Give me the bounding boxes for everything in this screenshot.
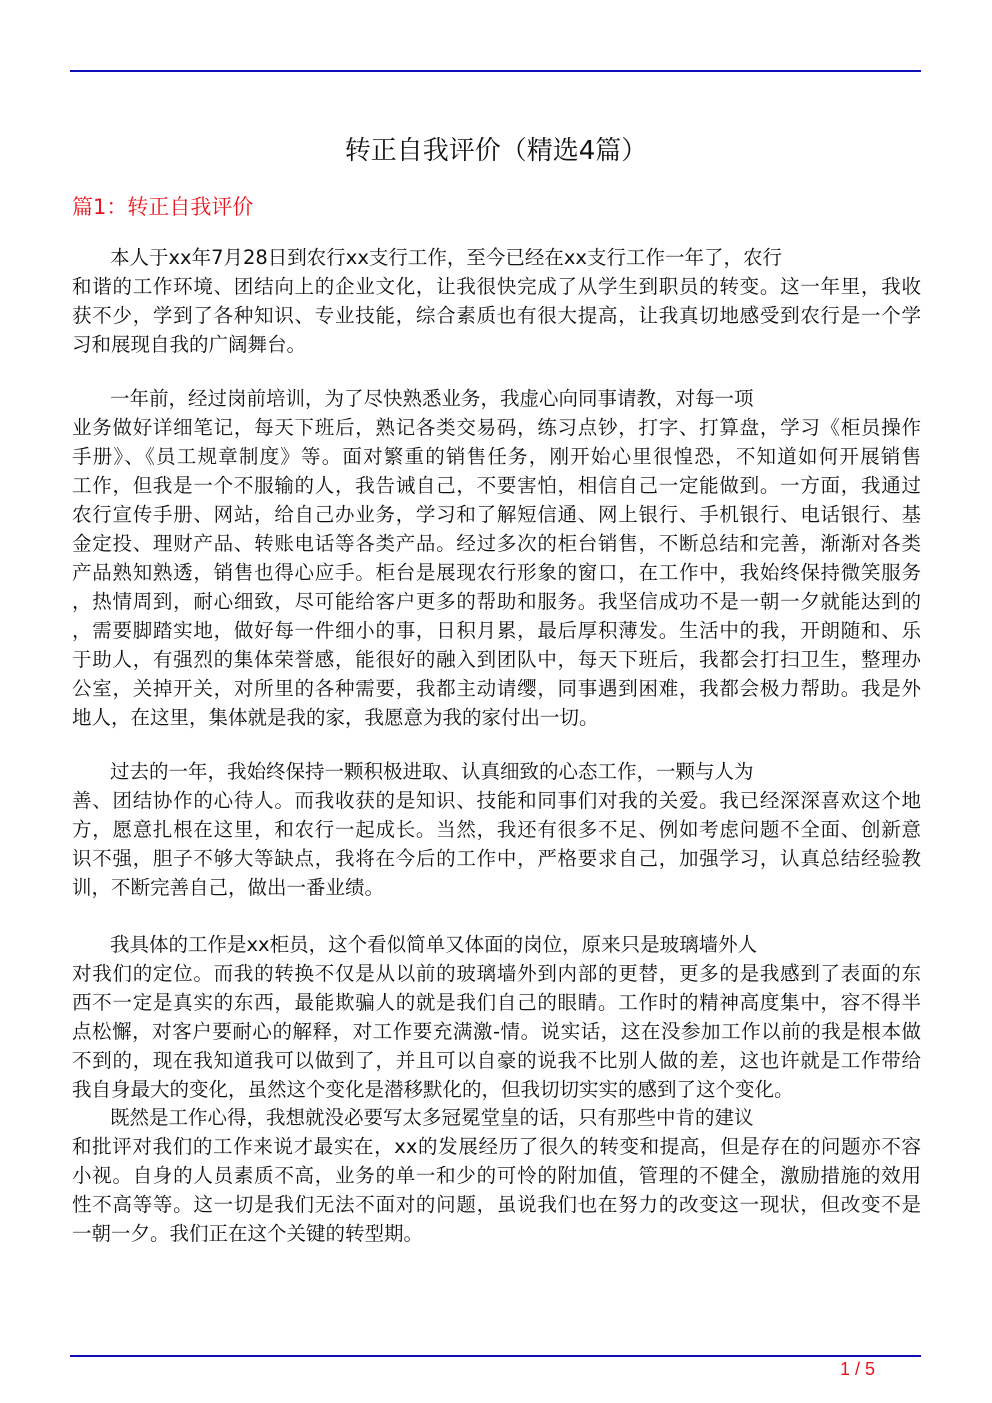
paragraph: [72, 930, 921, 1104]
text-line: 我具体的工作是xx柜员，这个看似简单又体面的岗位，原来只是玻璃墙外人: [110, 933, 758, 956]
text-line: 工作，但我是一个不服输的人，我告诫自己，不要害怕，相信自己一定能做到。一方面，我通过: [72, 474, 921, 497]
text-line: 对我们的定位。而我的转换不仅是从以前的玻璃墙外到内部的更替，更多的是我感到了表面的东: [72, 962, 921, 985]
document-title: 转正自我评价（精选4篇）: [344, 136, 648, 166]
text-line: 不到的，现在我知道我可以做到了，并且可以自豪的说我不比别人做的差，这也许就是工作带给: [72, 1049, 921, 1072]
text-line: 手册》、《员工规章制度》等。面对繁重的销售任务，刚开始心里很惶恐，不知道如何开展销售: [72, 445, 921, 468]
text-line: 农行宣传手册、网站，给自己办业务，学习和了解短信通、网上银行、手机银行、电话银行、基: [72, 503, 921, 526]
text-line: 习和展现自我的广阔舞台。: [72, 333, 307, 356]
text-line: 本人于xx年7月28日到农行xx支行工作，至今已经在xx支行工作一年了，农行: [110, 246, 782, 269]
paragraph: [72, 384, 921, 732]
text-line: 识不强，胆子不够大等缺点，我将在今后的工作中，严格要求自己，加强学习，认真总结经验教: [72, 847, 921, 870]
paragraph: [72, 243, 921, 359]
text-line: 获不少，学到了各种知识、专业技能，综合素质也有很大提高，让我真切地感受到农行是一个学: [72, 304, 921, 327]
text-line: 点松懈，对客户要耐心的解释，对工作要充满激-情。说实话，这在没参加工作以前的我是根本做: [72, 1020, 921, 1043]
text-line: 金定投、理财产品、转账电话等各类产品。经过多次的柜台销售，不断总结和完善，渐渐对各类: [72, 532, 921, 555]
top-rule: [70, 70, 921, 72]
page-number: 1 / 5: [839, 1359, 875, 1379]
text-line: 性不高等等。这一切是我们无法不面对的问题，虽说我们也在努力的改变这一现状，但改变不是: [72, 1193, 921, 1216]
text-line: ，需要脚踏实地，做好每一件细小的事，日积月累，最后厚积薄发。生活中的我，开朗随和、乐: [72, 619, 921, 642]
text-line: ，热情周到，耐心细致，尽可能给客户更多的帮助和服务。我坚信成功不是一朝一夕就能达到的: [72, 590, 921, 613]
text-line: 既然是工作心得，我想就没必要写太多冠冕堂皇的话，只有那些中肯的建议: [110, 1106, 754, 1129]
text-line: 一朝一夕。我们正在这个关键的转型期。: [72, 1222, 424, 1245]
section-heading: 篇1：转正自我评价: [72, 195, 254, 219]
text-line: 西不一定是真实的东西，最能欺骗人的就是我们自己的眼睛。工作时的精神高度集中，容不得半: [72, 991, 921, 1014]
text-line: 和谐的工作环境、团结向上的企业文化，让我很快完成了从学生到职员的转变。这一年里，我收: [72, 275, 921, 298]
text-line: 小视。自身的人员素质不高，业务的单一和少的可怜的附加值，管理的不健全，激励措施的效用: [72, 1164, 921, 1187]
paragraph: [72, 1103, 921, 1248]
text-line: 我自身最大的变化，虽然这个变化是潜移默化的，但我切切实实的感到了这个变化。: [72, 1078, 794, 1101]
text-line: 善、团结协作的心待人。而我收获的是知识、技能和同事们对我的关爱。我已经深深喜欢这个地: [72, 789, 921, 812]
text-line: 训，不断完善自己，做出一番业绩。: [72, 876, 385, 899]
text-line: 公室，关掉开关，对所里的各种需要，我都主动请缨，同事遇到困难，我都会极力帮助。我是外: [72, 677, 921, 700]
text-line: 于助人，有强烈的集体荣誉感，能很好的融入到团队中，每天下班后，我都会打扫卫生，整理办: [72, 648, 921, 671]
paragraph: [72, 757, 921, 902]
text-line: 和批评对我们的工作来说才最实在，xx的发展经历了很久的转变和提高，但是存在的问题亦不容: [72, 1135, 921, 1158]
bottom-rule: [70, 1355, 921, 1357]
text-line: 产品熟知熟透，销售也得心应手。柜台是展现农行形象的窗口，在工作中，我始终保持微笑服务: [72, 561, 921, 584]
text-line: 地人，在这里，集体就是我的家，我愿意为我的家付出一切。: [72, 706, 599, 729]
text-line: 过去的一年，我始终保持一颗积极进取、认真细致的心态工作，一颗与人为: [110, 760, 754, 783]
text-line: 一年前，经过岗前培训，为了尽快熟悉业务，我虚心向同事请教，对每一项: [110, 387, 754, 410]
text-line: 业务做好详细笔记，每天下班后，熟记各类交易码，练习点钞，打字、打算盘，学习《柜员操作: [72, 416, 921, 439]
text-line: 方，愿意扎根在这里，和农行一起成长。当然，我还有很多不足、例如考虑问题不全面、创新意: [72, 818, 921, 841]
